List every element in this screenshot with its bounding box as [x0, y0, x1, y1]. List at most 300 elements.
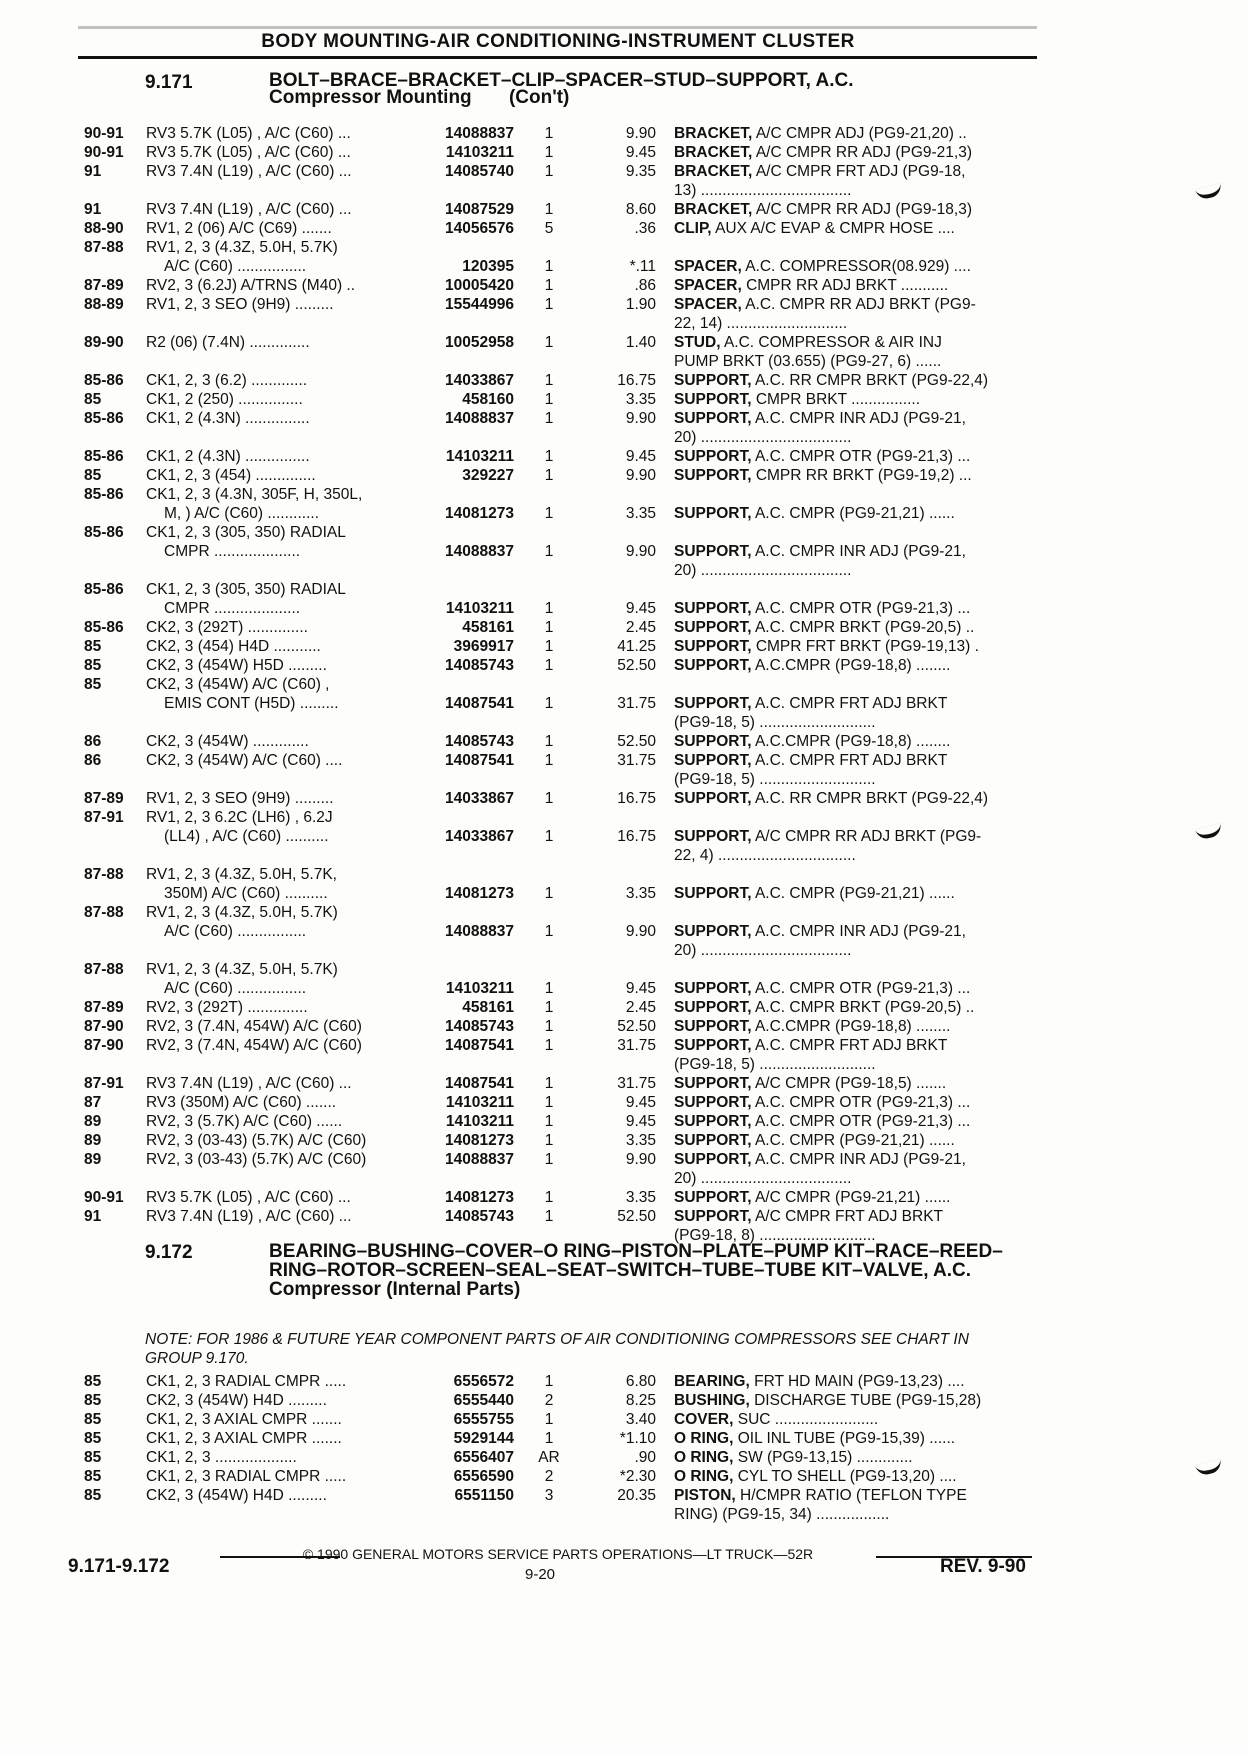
price-cell: 1.40	[625, 334, 656, 351]
table-row-line	[84, 865, 1044, 884]
year-cell: 85	[84, 1392, 102, 1409]
year-cell: 85	[84, 1411, 102, 1428]
part-description: A/C CMPR RR ADJ BRKT (PG9-	[751, 828, 982, 845]
table-row-line	[84, 371, 1044, 390]
quantity-cell: 1	[544, 277, 554, 294]
description-cell	[674, 1372, 1044, 1391]
application-cell: RV1, 2, 3 (4.3Z, 5.0H, 5.7K)	[146, 239, 338, 256]
price-cell: 3.35	[625, 1189, 656, 1206]
price-cell: *1.10	[619, 1430, 656, 1447]
table-row-line	[84, 580, 1044, 599]
part-description: 13) ...................................	[674, 182, 852, 199]
table-row-line	[84, 1150, 1044, 1169]
table-row	[84, 466, 1044, 485]
year-cell: 91	[84, 1208, 102, 1225]
quantity-cell: 1	[544, 410, 554, 427]
part-description: H/CMPR RATIO (TEFLON TYPE	[735, 1487, 967, 1504]
part-number-cell: 14081273	[445, 1132, 514, 1149]
application-cell: CK2, 3 (454W) A/C (C60) ....	[146, 752, 343, 769]
table-row-line	[84, 713, 1044, 732]
year-cell: 87-90	[84, 1037, 124, 1054]
price-cell: 3.35	[625, 505, 656, 522]
part-name: SUPPORT,	[674, 752, 752, 769]
application-cell: CK1, 2, 3 RADIAL CMPR .....	[146, 1373, 347, 1390]
price-cell: 9.45	[625, 448, 656, 465]
year-cell: 85-86	[84, 524, 124, 541]
quantity-cell: 1	[544, 1094, 554, 1111]
application-cell: RV1, 2, 3 (4.3Z, 5.0H, 5.7K)	[146, 961, 338, 978]
part-name: SUPPORT,	[674, 733, 752, 750]
year-cell: 85	[84, 638, 102, 655]
application-cell: RV3 7.4N (L19) , A/C (C60) ...	[146, 1208, 352, 1225]
part-name: O RING,	[674, 1430, 734, 1447]
part-number-cell: 14033867	[445, 372, 514, 389]
part-description: 20) ...................................	[674, 429, 852, 446]
year-cell: 89-90	[84, 334, 124, 351]
note-text: NOTE: FOR 1986 & FUTURE YEAR COMPONENT PARTS OF AIR CONDITIONING COMPRESSORS SEE CHART IN GROUP 9.170.	[145, 1331, 969, 1367]
application-cell: CK1, 2, 3 (305, 350) RADIAL	[146, 581, 346, 598]
part-number-cell: 15544996	[445, 296, 514, 313]
year-cell: 85-86	[84, 410, 124, 427]
part-number-cell: 14088837	[445, 543, 514, 560]
year-cell: 87-91	[84, 809, 124, 826]
application-cell: RV2, 3 (03-43) (5.7K) A/C (C60)	[146, 1132, 367, 1149]
application-cell: CK2, 3 (292T) ..............	[146, 619, 308, 636]
part-number-cell: 14085740	[445, 163, 514, 180]
part-number-cell: 5929144	[453, 1430, 514, 1447]
part-number-cell: 10005420	[445, 277, 514, 294]
table-row-line	[84, 1074, 1044, 1093]
description-cell	[674, 1486, 1044, 1505]
description-cell	[674, 542, 1044, 561]
price-cell: 9.45	[625, 1094, 656, 1111]
table-row-line	[84, 941, 1044, 960]
price-cell: 9.90	[625, 410, 656, 427]
application-cell: RV3 7.4N (L19) , A/C (C60) ...	[146, 163, 352, 180]
table-row-line	[84, 181, 1044, 200]
price-cell: 52.50	[617, 1018, 656, 1035]
section-title-main: BOLT–BRACE–BRACKET–CLIP–SPACER–STUD–SUPPORT, A.C.	[269, 70, 854, 91]
description-cell	[674, 846, 1044, 865]
part-name: SUPPORT,	[674, 999, 752, 1016]
quantity-cell: 1	[544, 201, 554, 218]
part-number-cell: 14085743	[445, 1018, 514, 1035]
table-row-line	[84, 922, 1044, 941]
binder-hole-mark	[1195, 823, 1223, 841]
quantity-cell: 1	[544, 828, 554, 845]
year-cell: 85	[84, 1468, 102, 1485]
quantity-cell: 1	[544, 144, 554, 161]
table-row	[84, 124, 1044, 143]
description-cell	[674, 1074, 1044, 1093]
part-description: (PG9-18, 5) ...........................	[674, 1056, 876, 1073]
part-name: CLIP,	[674, 220, 712, 237]
year-cell: 85	[84, 1487, 102, 1504]
year-cell: 85-86	[84, 372, 124, 389]
application-cell: A/C (C60) ................	[164, 980, 307, 997]
description-cell	[674, 124, 1044, 143]
part-description: A.C. CMPR RR ADJ BRKT (PG9-	[741, 296, 976, 313]
application-cell: RV2, 3 (03-43) (5.7K) A/C (C60)	[146, 1151, 367, 1168]
table-row	[84, 637, 1044, 656]
price-cell: 3.35	[625, 885, 656, 902]
price-cell: 3.35	[625, 1132, 656, 1149]
description-cell	[674, 162, 1044, 181]
part-number-cell: 14085743	[445, 657, 514, 674]
quantity-cell: 1	[544, 657, 554, 674]
year-cell: 85-86	[84, 581, 124, 598]
description-cell	[674, 751, 1044, 770]
table-row-line	[84, 732, 1044, 751]
table-row-line	[84, 200, 1044, 219]
application-cell: RV1, 2 (06) A/C (C69) .......	[146, 220, 332, 237]
quantity-cell: 1	[544, 695, 554, 712]
description-cell	[674, 1188, 1044, 1207]
part-number-cell: 6551150	[454, 1487, 514, 1504]
quantity-cell: 1	[544, 1132, 554, 1149]
year-cell: 87-91	[84, 1075, 124, 1092]
application-cell: RV2, 3 (5.7K) A/C (C60) ......	[146, 1113, 343, 1130]
description-cell	[674, 1017, 1044, 1036]
price-cell: 3.35	[625, 391, 656, 408]
table-row	[84, 1448, 1044, 1467]
part-name: SUPPORT,	[674, 619, 752, 636]
year-cell: 90-91	[84, 144, 124, 161]
continued-label: (Con't)	[508, 87, 570, 108]
price-cell: 16.75	[617, 372, 656, 389]
table-row	[84, 238, 1044, 276]
price-cell: .86	[634, 277, 656, 294]
application-cell: CK1, 2, 3 (4.3N, 305F, H, 350L,	[146, 486, 363, 503]
part-description: A.C. CMPR OTR (PG9-21,3) ...	[751, 980, 971, 997]
part-name: SUPPORT,	[674, 1189, 752, 1206]
table-row	[84, 1131, 1044, 1150]
part-name: SUPPORT,	[674, 1208, 752, 1225]
description-cell	[674, 1410, 1044, 1429]
quantity-cell: 1	[544, 980, 554, 997]
part-description: (PG9-18, 5) ...........................	[674, 714, 876, 731]
description-cell	[674, 694, 1044, 713]
part-number-cell: 14087529	[445, 201, 514, 218]
page-header: BODY MOUNTING-AIR CONDITIONING-INSTRUMENT CLUSTER	[261, 31, 855, 52]
table-row	[84, 808, 1044, 865]
description-cell	[674, 143, 1044, 162]
price-cell: 52.50	[617, 1208, 656, 1225]
year-cell: 90-91	[84, 1189, 124, 1206]
part-description: A.C.CMPR (PG9-18,8) ........	[751, 733, 951, 750]
price-cell: 20.35	[617, 1487, 656, 1504]
price-cell: 9.90	[625, 467, 656, 484]
description-cell	[674, 447, 1044, 466]
quantity-cell: 1	[544, 543, 554, 560]
application-cell: CK2, 3 (454W) H5D .........	[146, 657, 327, 674]
part-name: SUPPORT,	[674, 1113, 752, 1130]
table-row-line	[84, 124, 1044, 143]
description-cell	[674, 941, 1044, 960]
table-row-line	[84, 808, 1044, 827]
part-name: SPACER,	[674, 258, 742, 275]
application-cell: RV2, 3 (7.4N, 454W) A/C (C60)	[146, 1018, 362, 1035]
part-description: A/C CMPR FRT ADJ BRKT	[751, 1208, 944, 1225]
application-cell: CK2, 3 (454W) H4D .........	[146, 1392, 327, 1409]
part-description: A.C. CMPR (PG9-21,21) ......	[751, 505, 955, 522]
table-row-line	[84, 675, 1044, 694]
footer-page-number: 9-20	[525, 1566, 556, 1583]
price-cell: 31.75	[617, 695, 656, 712]
part-description: A.C. RR CMPR BRKT (PG9-22,4)	[751, 790, 989, 807]
description-cell	[674, 390, 1044, 409]
year-cell: 85	[84, 1430, 102, 1447]
price-cell: 6.80	[625, 1373, 656, 1390]
description-cell	[674, 922, 1044, 941]
binder-hole-mark	[1195, 183, 1223, 201]
part-description: OIL INL TUBE (PG9-15,39) ......	[733, 1430, 956, 1447]
table-row-line	[84, 1410, 1044, 1429]
description-cell	[674, 770, 1044, 789]
table-row	[84, 618, 1044, 637]
part-description: PUMP BRKT (03.655) (PG9-27, 6) ......	[674, 353, 942, 370]
table-row-line	[84, 960, 1044, 979]
table-row-line	[84, 1448, 1044, 1467]
description-cell	[674, 219, 1044, 238]
year-cell: 91	[84, 201, 102, 218]
quantity-cell: 1	[544, 752, 554, 769]
part-description: A.C. CMPR INR ADJ (PG9-21,	[751, 923, 966, 940]
section-title	[269, 72, 1059, 106]
table-row-line	[84, 998, 1044, 1017]
description-cell	[674, 257, 1044, 276]
section-number: 9.171	[145, 72, 193, 93]
table-row-line	[84, 599, 1044, 618]
application-cell: RV3 5.7K (L05) , A/C (C60) ...	[146, 125, 351, 142]
table-row-line	[84, 656, 1044, 675]
part-description: A.C. CMPR (PG9-21,21) ......	[751, 1132, 955, 1149]
part-description: AUX A/C EVAP & CMPR HOSE ....	[711, 220, 955, 237]
part-description: A/C CMPR RR ADJ (PG9-18,3)	[752, 201, 973, 218]
quantity-cell: 2	[544, 1392, 554, 1409]
part-description: A.C.CMPR (PG9-18,8) ........	[751, 1018, 951, 1035]
part-name: SPACER,	[674, 296, 742, 313]
footer-section-range: 9.171-9.172	[68, 1556, 170, 1577]
part-number-cell: 6556572	[453, 1373, 514, 1390]
price-cell: 2.45	[625, 619, 656, 636]
part-description: A.C. CMPR FRT ADJ BRKT	[751, 1037, 948, 1054]
description-cell	[674, 428, 1044, 447]
application-cell: RV3 (350M) A/C (C60) .......	[146, 1094, 337, 1111]
part-number-cell: 14103211	[445, 600, 514, 617]
quantity-cell: 1	[544, 638, 554, 655]
part-name: STUD,	[674, 334, 721, 351]
part-name: SUPPORT,	[674, 657, 752, 674]
part-number-cell: 6555755	[453, 1411, 514, 1428]
header-top-rule	[78, 26, 1037, 29]
table-row	[84, 1372, 1044, 1391]
part-description: A.C. CMPR FRT ADJ BRKT	[751, 695, 948, 712]
year-cell: 87-88	[84, 961, 124, 978]
description-cell	[674, 561, 1044, 580]
table-row	[84, 1391, 1044, 1410]
quantity-cell: 5	[544, 220, 554, 237]
quantity-cell: 1	[544, 163, 554, 180]
application-cell: CK1, 2, 3 AXIAL CMPR .......	[146, 1430, 342, 1447]
description-cell	[674, 1093, 1044, 1112]
table-row	[84, 162, 1044, 200]
part-description: A.C. CMPR OTR (PG9-21,3) ...	[751, 600, 971, 617]
part-description: A.C. CMPR OTR (PG9-21,3) ...	[751, 1113, 971, 1130]
description-cell	[674, 1391, 1044, 1410]
quantity-cell: 1	[544, 296, 554, 313]
table-row-line	[84, 276, 1044, 295]
table-row-line	[84, 694, 1044, 713]
price-cell: 2.45	[625, 999, 656, 1016]
part-name: SUPPORT,	[674, 1151, 752, 1168]
application-cell: RV3 7.4N (L19) , A/C (C60) ...	[146, 201, 352, 218]
application-cell: RV1, 2, 3 (4.3Z, 5.0H, 5.7K,	[146, 866, 337, 883]
quantity-cell: 1	[544, 1113, 554, 1130]
application-cell: CK1, 2, 3 AXIAL CMPR .......	[146, 1411, 342, 1428]
price-cell: 31.75	[617, 1075, 656, 1092]
description-cell	[674, 618, 1044, 637]
description-cell	[674, 181, 1044, 200]
part-description: 20) ...................................	[674, 562, 852, 579]
application-cell: CMPR ....................	[164, 600, 301, 617]
price-cell: 9.35	[625, 163, 656, 180]
year-cell: 85-86	[84, 486, 124, 503]
table-row-line	[84, 789, 1044, 808]
part-number-cell: 329227	[462, 467, 514, 484]
table-row-line	[84, 1486, 1044, 1505]
part-number-cell: 14088837	[445, 410, 514, 427]
description-cell	[674, 713, 1044, 732]
part-description: A.C. CMPR FRT ADJ BRKT	[751, 752, 948, 769]
price-cell: 9.90	[625, 125, 656, 142]
part-description: A.C. CMPR INR ADJ (PG9-21,	[751, 543, 966, 560]
application-cell: CK2, 3 (454W) H4D .........	[146, 1487, 327, 1504]
table-row	[84, 523, 1044, 580]
footer-copyright: © 1990 GENERAL MOTORS SERVICE PARTS OPERATIONS—LT TRUCK—52R	[302, 1546, 814, 1562]
part-number-cell: 14085743	[445, 1208, 514, 1225]
part-number-cell: 14033867	[445, 828, 514, 845]
application-cell: CK1, 2, 3 RADIAL CMPR .....	[146, 1468, 347, 1485]
part-name: BUSHING,	[674, 1392, 750, 1409]
part-name: SUPPORT,	[674, 543, 752, 560]
quantity-cell: 1	[544, 619, 554, 636]
year-cell: 87-88	[84, 239, 124, 256]
table-row	[84, 295, 1044, 333]
part-description: A/C CMPR ADJ (PG9-21,20) ..	[752, 125, 967, 142]
table-row-line	[84, 1467, 1044, 1486]
part-description: CMPR RR BRKT (PG9-19,2) ...	[751, 467, 972, 484]
part-description: A/C CMPR FRT ADJ (PG9-18,	[752, 163, 966, 180]
part-description: CMPR BRKT ................	[751, 391, 921, 408]
table-row-line	[84, 257, 1044, 276]
part-number-cell: 14103211	[445, 1113, 514, 1130]
part-name: SUPPORT,	[674, 828, 752, 845]
price-cell: 9.90	[625, 923, 656, 940]
part-name: SUPPORT,	[674, 1037, 752, 1054]
application-cell: 350M) A/C (C60) ..........	[164, 885, 328, 902]
part-name: SUPPORT,	[674, 885, 752, 902]
year-cell: 90-91	[84, 125, 124, 142]
year-cell: 85	[84, 1373, 102, 1390]
table-row-line	[84, 485, 1044, 504]
table-row-line	[84, 1207, 1044, 1226]
part-number-cell: 6556590	[453, 1468, 514, 1485]
description-cell	[674, 1467, 1044, 1486]
year-cell: 86	[84, 752, 102, 769]
table-row	[84, 732, 1044, 751]
application-cell: CK2, 3 (454W) .............	[146, 733, 309, 750]
part-description: CMPR FRT BRKT (PG9-19,13) .	[751, 638, 979, 655]
table-row-line	[84, 162, 1044, 181]
part-description: SW (PG9-13,15) .............	[733, 1449, 913, 1466]
table-row-line	[84, 884, 1044, 903]
part-number-cell: 458161	[462, 999, 514, 1016]
description-cell	[674, 1505, 1044, 1524]
part-name: SUPPORT,	[674, 505, 752, 522]
part-number-cell: 14103211	[445, 980, 514, 997]
application-cell: R2 (06) (7.4N) ..............	[146, 334, 310, 351]
year-cell: 87-90	[84, 1018, 124, 1035]
part-name: O RING,	[674, 1468, 734, 1485]
table-row-line	[84, 504, 1044, 523]
part-name: SUPPORT,	[674, 1018, 752, 1035]
description-cell	[674, 998, 1044, 1017]
part-name: SUPPORT,	[674, 600, 752, 617]
part-number-cell: 14088837	[445, 1151, 514, 1168]
quantity-cell: 1	[544, 999, 554, 1016]
application-cell: RV1, 2, 3 SEO (9H9) .........	[146, 790, 334, 807]
part-name: BRACKET,	[674, 201, 753, 218]
table-row-line	[84, 333, 1044, 352]
application-cell: EMIS CONT (H5D) .........	[164, 695, 339, 712]
part-name: BRACKET,	[674, 163, 753, 180]
table-row-line	[84, 1391, 1044, 1410]
part-name: SPACER,	[674, 277, 742, 294]
table-row-line	[84, 1372, 1044, 1391]
part-description: RING) (PG9-15, 34) .................	[674, 1506, 890, 1523]
part-description: A.C.CMPR (PG9-18,8) ........	[751, 657, 951, 674]
application-cell: M, ) A/C (C60) ............	[164, 505, 320, 522]
year-cell: 87-89	[84, 790, 124, 807]
part-description: (PG9-18, 8) ...........................	[674, 1227, 876, 1244]
application-cell: A/C (C60) ................	[164, 923, 307, 940]
table-row	[84, 580, 1044, 618]
description-cell	[674, 466, 1044, 485]
application-cell: (LL4) , A/C (C60) ..........	[164, 828, 329, 845]
part-name: SUPPORT,	[674, 923, 752, 940]
part-description: A/C CMPR (PG9-21,21) ......	[751, 1189, 951, 1206]
section-title: BEARING–BUSHING–COVER–O RING–PISTON–PLATE–PUMP KIT–RACE–REED–RING–ROTOR–SCREEN–SEAL–SEAT–SWITCH–TUBE–TUBE KIT–VALVE, A.C. Compressor (Internal Parts)	[269, 1241, 1003, 1300]
table-row-line	[84, 143, 1044, 162]
table-row-line	[84, 428, 1044, 447]
description-cell	[674, 1429, 1044, 1448]
year-cell: 89	[84, 1132, 102, 1149]
part-name: BEARING,	[674, 1373, 750, 1390]
table-row-line	[84, 314, 1044, 333]
table-row	[84, 903, 1044, 960]
price-cell: 16.75	[617, 790, 656, 807]
part-number-cell: 14087541	[445, 695, 514, 712]
application-cell: RV2, 3 (7.4N, 454W) A/C (C60)	[146, 1037, 362, 1054]
table-row-line	[84, 846, 1044, 865]
year-cell: 87-88	[84, 866, 124, 883]
description-cell	[674, 789, 1044, 808]
part-description: FRT HD MAIN (PG9-13,23) ....	[749, 1373, 965, 1390]
description-cell	[674, 1112, 1044, 1131]
footer-revision: REV. 9-90	[940, 1556, 1026, 1577]
description-cell	[674, 1150, 1044, 1169]
